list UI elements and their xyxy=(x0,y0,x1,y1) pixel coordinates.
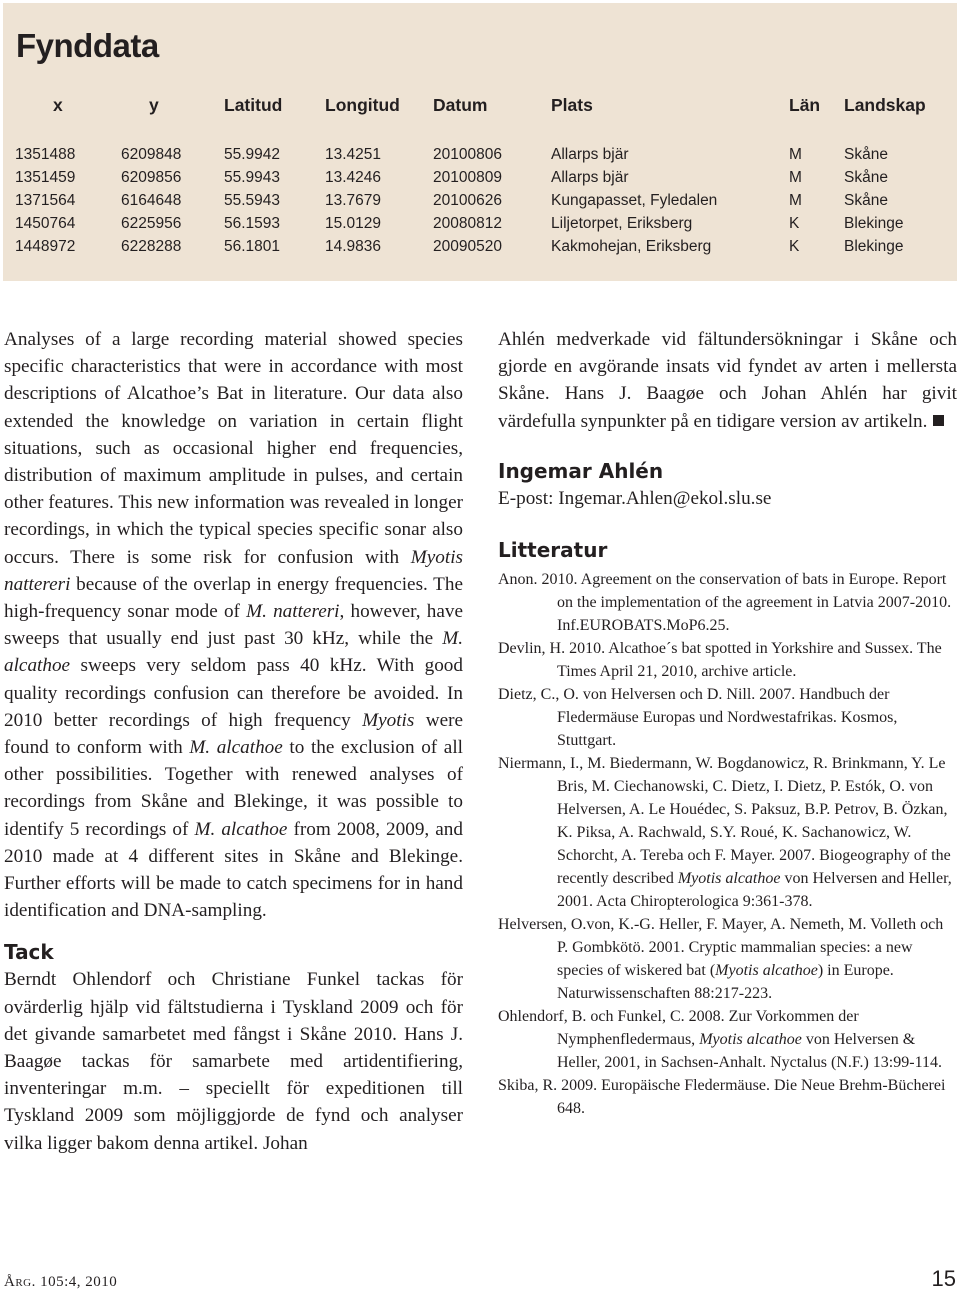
table-cell: 20100806 xyxy=(433,145,502,163)
abstract-text: from 2008, 2009, and 2010 made at 4 different sites in Skåne and Blekinge. Further efforts will be made to catch specimens for in hand identification and DNA-sampling. xyxy=(4,818,463,922)
abstract-text: , however, have sweeps that usually end just past 30 kHz, while the xyxy=(4,601,463,650)
end-square-icon xyxy=(933,415,944,426)
col-header-longitud: Longitud xyxy=(325,95,400,115)
fynddata-title: Fynddata xyxy=(16,27,159,64)
reference-text: Skiba, R. 2009. Europäische Fledermäuse. Die Neue Brehm-Bücherei 648. xyxy=(498,1077,946,1118)
table-cell: 55.9942 xyxy=(224,145,281,163)
col-header-datum: Datum xyxy=(433,95,488,115)
table-cell: 6209856 xyxy=(121,168,182,186)
tack-paragraph-continued xyxy=(498,326,957,435)
col-header-landskap: Landskap xyxy=(844,95,926,115)
table-cell: 6228288 xyxy=(121,237,182,255)
table-cell: 13.7679 xyxy=(325,191,382,209)
species-name: Myotis xyxy=(362,709,415,731)
table-cell: 1448972 xyxy=(15,237,76,255)
species-name: M. alcathoe xyxy=(194,818,288,840)
abstract-paragraph xyxy=(4,326,463,924)
tack-paragraph: Berndt Ohlendorf och Christiane Funkel tackas för ovärderlig hjälp vid fältstudierna i Tyskland 2009 och för det givande samarbetet med fångst i Skåne 2010. Hans J. Baagøe tackas för samarbete med artidentifiering, inventeringar m.m. – speciellt för expeditionen till Tyskland 2009 som möjliggjorde de fynd och analyser vilka ligger bakom denna artikel. Johan xyxy=(4,969,463,1154)
reference-list xyxy=(498,568,957,1120)
table-cell: 6225956 xyxy=(121,214,182,232)
reference-item xyxy=(498,568,957,637)
reference-text: von Helversen and Heller, 2001. Acta Chiropterologica 9:361-378. xyxy=(557,870,952,911)
species-name: M. nattereri xyxy=(246,601,340,623)
col-header-lan: Län xyxy=(789,95,821,115)
reference-item xyxy=(498,752,957,913)
reference-item xyxy=(498,683,957,752)
table-header-row xyxy=(15,95,944,143)
abstract-text: were found to conform with xyxy=(4,709,463,759)
tack-heading: Tack xyxy=(4,940,54,965)
table-cell: M xyxy=(789,145,802,163)
species-name: M. alcathoe xyxy=(189,737,283,759)
author-name: Ingemar Ahlén xyxy=(498,458,664,483)
reference-text: Anon. 2010. Agreement on the conservation of bats in Europe. Report on the implementation of the agreement in Latvia 2007-2010. Inf.EUROBATS.MoP6.25. xyxy=(498,571,952,635)
abstract-text: sweeps very seldom pass 40 kHz. With good quality recordings confusion can therefore be avoided. In 2010 better recordings of high frequency xyxy=(4,655,463,731)
reference-text: Dietz, C., O. von Helversen och D. Nill. 2007. Handbuch der Fledermäuse Europas und Nordwestafrikas. Kosmos, Stuttgart. xyxy=(498,686,898,750)
col-header-x: x xyxy=(53,95,63,115)
right-column xyxy=(498,326,957,1120)
table-cell: 56.1593 xyxy=(224,214,281,232)
species-name: Myotis nattereri xyxy=(4,546,463,595)
author-email: E-post: Ingemar.Ahlen@ekol.slu.se xyxy=(498,487,772,509)
reference-text: Devlin, H. 2010. Alcathoe´s bat spotted in Yorkshire and Sussex. The Times April 21, 2010, archive article. xyxy=(498,640,942,681)
fynddata-table xyxy=(15,95,944,258)
species-name: Myotis alcathoe xyxy=(715,962,818,980)
table-cell: 14.9836 xyxy=(325,237,382,255)
species-name: Myotis alcathoe xyxy=(699,1031,802,1049)
table-cell: 6209848 xyxy=(121,145,182,163)
table-cell: Allarps bjär xyxy=(551,145,629,163)
table-row xyxy=(15,189,944,212)
table-cell: Skåne xyxy=(844,168,888,186)
table-row xyxy=(15,212,944,235)
litteratur-heading: Litteratur xyxy=(498,538,608,563)
abstract-text: because of the overlap in energy frequencies. The high-frequency sonar mode of xyxy=(4,573,463,623)
table-cell: 1351488 xyxy=(15,145,76,163)
reference-text: von Helversen & Heller, 2001, in Sachsen-Anhalt. Nyctalus (N.F.) 13:99-114. xyxy=(557,1031,942,1072)
table-row xyxy=(15,143,944,166)
table-cell: 6164648 xyxy=(121,191,182,209)
table-cell: Skåne xyxy=(844,191,888,209)
table-cell: Kungapasset, Fyledalen xyxy=(551,191,718,209)
table-cell: 15.0129 xyxy=(325,214,382,232)
table-cell: 56.1801 xyxy=(224,237,281,255)
table-cell: 20090520 xyxy=(433,237,502,255)
table-cell: M xyxy=(789,191,802,209)
table-cell: 20100809 xyxy=(433,168,502,186)
table-cell: Allarps bjär xyxy=(551,168,629,186)
abstract-text: Analyses of a large recording material showed species specific characteristics that were in accordance with most descriptions of Alcathoe’s Bat in literature. Our data also extended the knowledge on variation in certain flight situations, such as occasional higher end frequencies, distribution of maximum amplitude in pulses, and certain other features. This new information was revealed in longer recordings, in which the typical species specific sonar also occurs. There is some risk for confusion with xyxy=(4,329,463,568)
table-cell: 13.4251 xyxy=(325,145,382,163)
table-cell: M xyxy=(789,168,802,186)
page-number: 15 xyxy=(931,1266,956,1291)
col-header-latitud: Latitud xyxy=(224,95,283,115)
reference-item xyxy=(498,1074,957,1120)
col-header-plats: Plats xyxy=(551,95,593,115)
table-row xyxy=(15,166,944,189)
table-cell: Liljetorpet, Eriksberg xyxy=(551,214,693,232)
reference-item xyxy=(498,637,957,683)
reference-item xyxy=(498,1005,957,1074)
table-cell: Blekinge xyxy=(844,237,904,255)
issue-info: Årg. 105:4, 2010 xyxy=(4,1274,118,1290)
reference-text: Ohlendorf, B. och Funkel, C. 2008. Zur Vorkommen der Nymphenfledermaus, xyxy=(498,1008,859,1049)
species-name: Myotis alcathoe xyxy=(677,870,781,888)
reference-text: Niermann, I., M. Biedermann, W. Bogdanowicz, R. Brinkmann, Y. Le Bris, M. Ciechanowski, C. Dietz, I. Dietz, P. Estók, O. von Helversen, A. Le Houédec, S. Paksuz, B.P. Petrov, B. Özkan, K. Piksa, A. Rachwald, S.Y. Roué, K. Sachanowicz, W. Schorcht, A. Tereba och F. Mayer. 2007. Biogeography of the recently described xyxy=(498,755,951,888)
table-row xyxy=(15,235,944,258)
abstract-text: to the exclusion of all other possibilities. Together with renewed analyses of recordings from Skåne and Blekinge, it was possible to identify 5 recordings of xyxy=(4,737,463,840)
tack-text: Ahlén medverkade vid fältundersökningar i Skåne och gjorde en avgörande insats vid fyndet av arten i mellersta Skåne. Hans J. Baagøe och Johan Ahlén har givit värdefulla synpunkter på en tidigare version av artikeln. xyxy=(498,329,957,432)
species-name: M. alcathoe xyxy=(4,628,463,677)
table-cell: Skåne xyxy=(844,145,888,163)
left-column xyxy=(4,326,463,1157)
table-cell: 1371564 xyxy=(15,191,76,209)
reference-item xyxy=(498,913,957,1005)
table-cell: 55.5943 xyxy=(224,191,281,209)
table-cell: 20100626 xyxy=(433,191,502,209)
table-cell: K xyxy=(789,237,800,255)
table-cell: 20080812 xyxy=(433,214,502,232)
reference-text: ) in Europe. Naturwissenschaften 88:217-223. xyxy=(557,962,894,1003)
table-cell: Blekinge xyxy=(844,214,904,232)
table-cell: 55.9943 xyxy=(224,168,281,186)
table-cell: K xyxy=(789,214,800,232)
table-cell: Kakmohejan, Eriksberg xyxy=(551,237,712,255)
fynddata-box xyxy=(3,3,957,281)
table-cell: 1351459 xyxy=(15,168,76,186)
col-header-y: y xyxy=(149,95,159,115)
table-cell: 13.4246 xyxy=(325,168,382,186)
table-cell: 1450764 xyxy=(15,214,76,232)
reference-text: Helversen, O.von, K.-G. Heller, F. Mayer, A. Nemeth, M. Volleth och P. Gombkötö. 2001. Cryptic mammalian species: a new species of wiskered bat ( xyxy=(498,916,944,980)
